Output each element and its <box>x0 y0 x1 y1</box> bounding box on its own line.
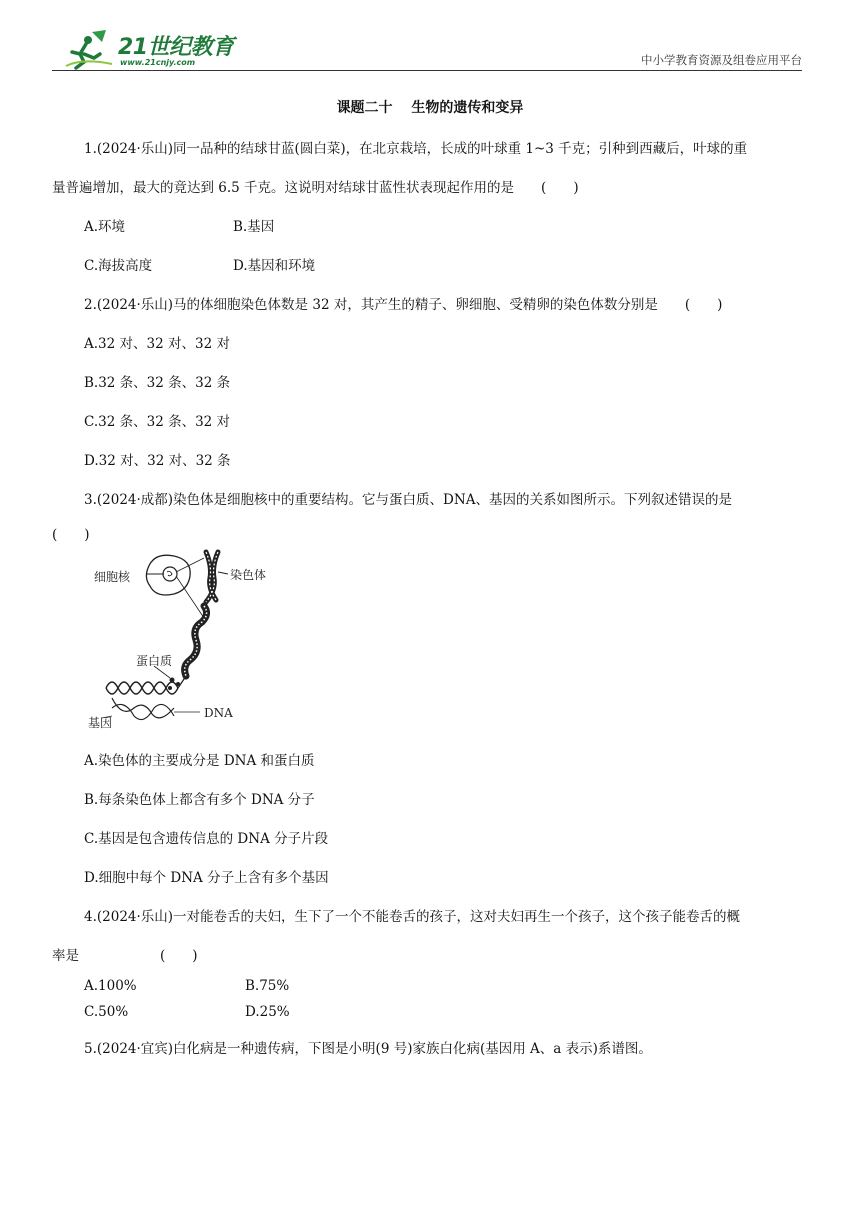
question-2-line-1: 2.(2024·乐山)马的体细胞染色体数是 32 对，其产生的精子、卵细胞、受精卵的染色体数分别是 ( ) <box>84 297 723 313</box>
question-3-line-1: 3.(2024·成都)染色体是细胞核中的重要结构。它与蛋白质、DNA、基因的关系如图所示。下列叙述错误的是 <box>84 492 732 508</box>
chromosome-figure <box>82 548 282 730</box>
question-1-option-a: A.环境 <box>84 219 126 235</box>
question-2-option-b: B.32 条、32 条、32 条 <box>84 375 231 391</box>
question-2-option-d: D.32 对、32 对、32 条 <box>84 453 231 469</box>
label-dna: DNA <box>204 706 233 720</box>
question-4-option-b: B.75% <box>245 978 290 994</box>
logo-text: 21世纪教育 <box>118 35 234 60</box>
question-1-option-d: D.基因和环境 <box>233 258 316 274</box>
logo <box>62 28 252 72</box>
question-1-line-1: 1.(2024·乐山)同一品种的结球甘蓝(圆白菜)，在北京栽培，长成的叶球重 1~3 千克；引种到西藏后，叶球的重 <box>84 141 748 157</box>
question-2-option-c: C.32 条、32 条、32 对 <box>84 414 231 430</box>
runner-logo-icon <box>62 28 118 72</box>
question-3-line-2: ( ) <box>52 527 90 543</box>
question-3-option-b: B.每条染色体上都含有多个 DNA 分子 <box>84 792 315 808</box>
question-1-option-b: B.基因 <box>233 219 275 235</box>
question-4-option-c: C.50% <box>84 1004 129 1020</box>
question-1-option-c: C.海拔高度 <box>84 258 153 274</box>
page-title: 课题二十 生物的遗传和变异 <box>336 100 524 116</box>
question-4-option-a: A.100% <box>84 978 137 994</box>
question-1-line-2: 量普遍增加，最大的竟达到 6.5 千克。这说明对结球甘蓝性状表现起作用的是 ( ) <box>52 180 579 196</box>
question-5-line-1: 5.(2024·宜宾)白化病是一种遗传病，下图是小明(9 号)家族白化病(基因用 A、a 表示)系谱图。 <box>84 1041 652 1057</box>
question-3-option-c: C.基因是包含遗传信息的 DNA 分子片段 <box>84 831 329 847</box>
label-chromosome: 染色体 <box>230 568 267 582</box>
label-gene: 基因 <box>88 716 113 730</box>
question-2-option-a: A.32 对、32 对、32 对 <box>84 336 230 352</box>
label-protein: 蛋白质 <box>136 654 173 668</box>
question-3-option-a: A.染色体的主要成分是 DNA 和蛋白质 <box>84 753 315 769</box>
header-divider <box>52 70 802 71</box>
logo-url: www.21cnjy.com <box>120 58 196 67</box>
question-4-option-d: D.25% <box>245 1004 290 1020</box>
label-nucleus: 细胞核 <box>94 570 131 584</box>
question-4-line-1: 4.(2024·乐山)一对能卷舌的夫妇，生下了一个不能卷舌的孩子，这对夫妇再生一个孩子，这个孩子能卷舌的概 <box>84 909 741 925</box>
platform-name: 中小学教育资源及组卷应用平台 <box>641 53 802 67</box>
question-4-line-2: 率是 ( ) <box>52 948 198 964</box>
page-header <box>52 28 802 72</box>
question-3-option-d: D.细胞中每个 DNA 分子上含有多个基因 <box>84 870 329 886</box>
